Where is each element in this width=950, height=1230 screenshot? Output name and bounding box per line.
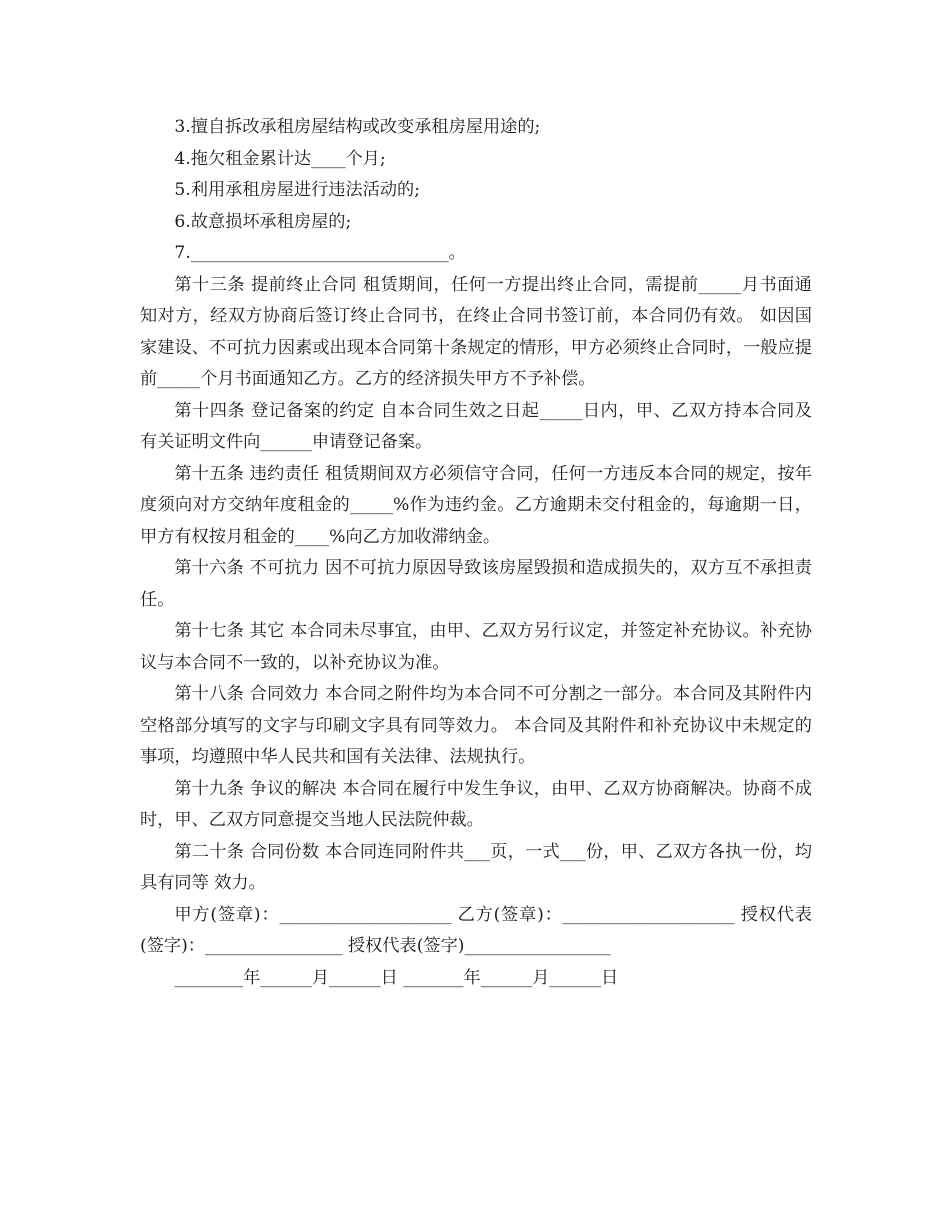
- signature-block: 甲方(签章)：____________________ 乙方(签章)：____________________ 授权代表(签字)：________________ 授权代表(签字)_________________: [140, 904, 812, 956]
- article-18-validity: 第十八条 合同效力 本合同之附件均为本合同不可分割之一部分。本合同及其附件内空格部分填写的文字与印刷文字具有同等效力。 本合同及其附件和补充协议中未规定的事项，均遵照中华人民共和国有关法律、法规执行。: [140, 684, 812, 767]
- clause-item-6: 6.故意损坏承租房屋的;: [174, 211, 352, 232]
- article-15-liability: 第十五条 违约责任 租赁期间双方必须信守合同，任何一方违反本合同的规定，按年度须向对方交纳年度租金的_____%作为违约金。乙方逾期未交付租金的，每逾期一日，甲方有权按月租金的____%向乙方加收滞纳金。: [140, 463, 812, 547]
- clause-item-5: 5.利用承租房屋进行违法活动的;: [174, 180, 421, 200]
- date-line: ________年______月______日 _______年______月______日: [174, 967, 619, 988]
- article-13-early-termination: 第十三条 提前终止合同 租赁期间，任何一方提出终止合同，需提前_____月书面通知对方，经双方协商后签订终止合同书，在终止合同书签订前，本合同仍有效。 如因国家建设、不可抗力因素或出现本合同第十条规定的情形，甲方必须终止合同时，一般应提前_____个月书面通知乙方。乙方的经济损失甲方不予补偿。: [140, 274, 812, 389]
- clause-item-3: 3.擅自拆改承租房屋结构或改变承租房屋用途的;: [174, 117, 541, 137]
- article-16-force-majeure: 第十六条 不可抗力 因不可抗力原因导致该房屋毁损和造成损失的，双方互不承担责任。: [140, 558, 812, 610]
- clause-item-7: 7.______________________________。: [174, 243, 466, 263]
- article-19-disputes: 第十九条 争议的解决 本合同在履行中发生争议，由甲、乙双方协商解决。协商不成时，甲、乙双方同意提交当地人民法院仲裁。: [140, 778, 812, 830]
- article-17-other: 第十七条 其它 本合同未尽事宜，由甲、乙双方另行议定，并签定补充协议。补充协议与本合同不一致的，以补充协议为准。: [140, 621, 812, 673]
- article-20-copies: 第二十条 合同份数 本合同连同附件共___页，一式___份，甲、乙双方各执一份，均具有同等 效力。: [140, 841, 812, 893]
- clause-item-4: 4.拖欠租金累计达____个月;: [174, 148, 386, 169]
- document-body: [140, 112, 812, 994]
- article-14-registration: 第十四条 登记备案的约定 自本合同生效之日起_____日内，甲、乙双方持本合同及有关证明文件向______申请登记备案。: [140, 400, 812, 452]
